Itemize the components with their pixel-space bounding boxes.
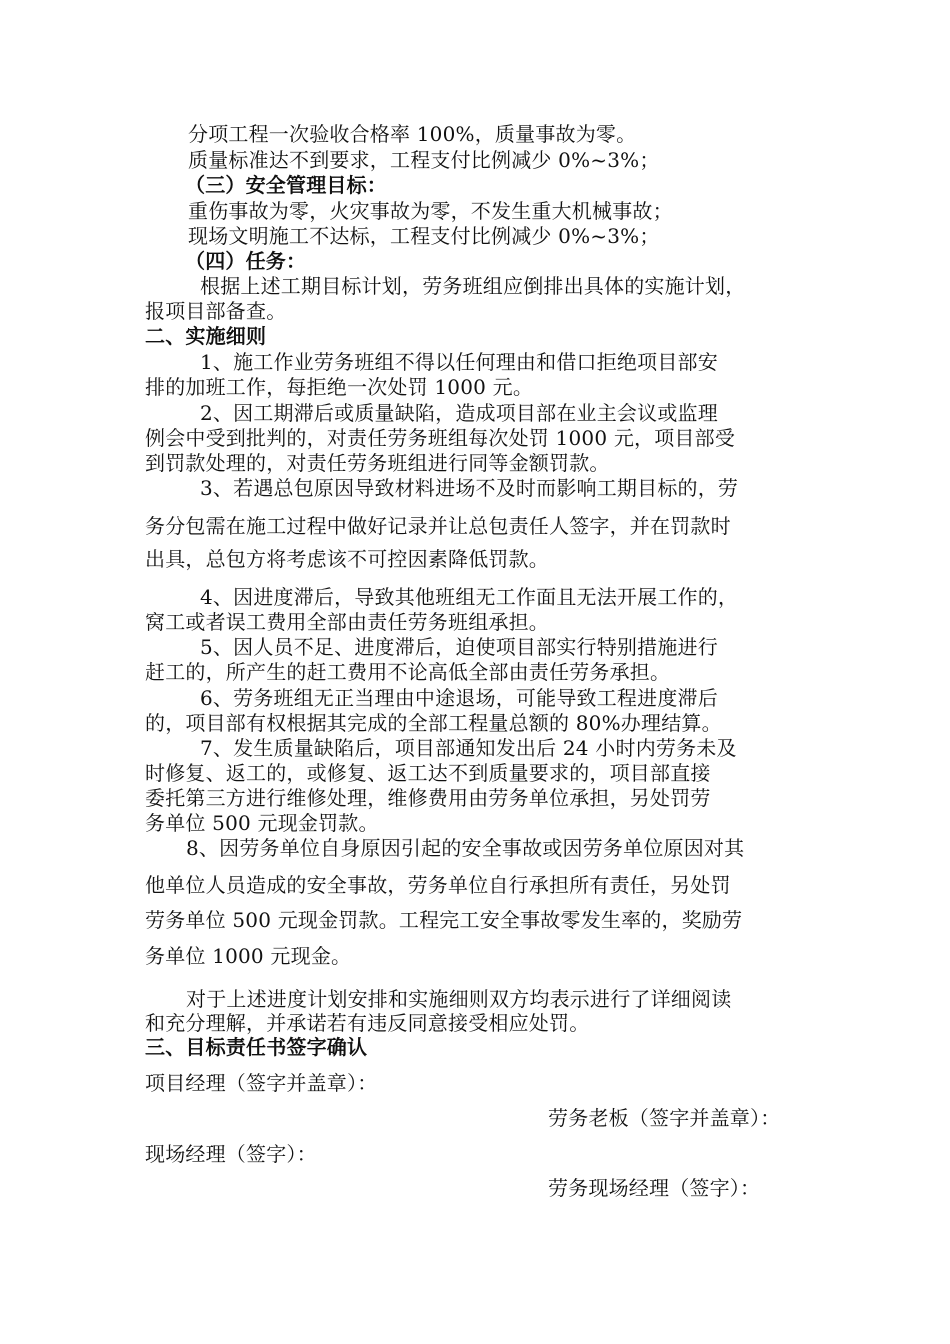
task-line-2: 报项目部备查。 [145,299,287,323]
item-2-line-3: 到罚款处理的，对责任劳务班组进行同等金额罚款。 [145,451,610,475]
item-6-line-2: 的，项目部有权根据其完成的全部工程量总额的 80%办理结算。 [145,711,722,735]
item-1-line-2: 排的加班工作，每拒绝一次处罚 1000 元。 [145,375,534,399]
item-7-line-2: 时修复、返工的，或修复、返工达不到质量要求的，项目部直接 [145,761,711,785]
labor-site-manager-signature-label: 劳务现场经理（签字）： [548,1176,761,1200]
section-2-heading: 二、实施细则 [145,324,267,348]
safety-line-1: 重伤事故为零，火灾事故为零，不发生重大机械事故； [188,199,673,223]
closing-line-2: 和充分理解，并承诺若有违反同意接受相应处罚。 [145,1011,590,1035]
item-8-line-2: 他单位人员造成的安全事故，劳务单位自行承担所有责任，另处罚 [145,873,731,897]
quality-line-1: 分项工程一次验收合格率 100%，质量事故为零。 [188,122,637,146]
item-1-line-1: 1、施工作业劳务班组不得以任何理由和借口拒绝项目部安 [200,350,718,374]
item-4-line-2: 窝工或者误工费用全部由责任劳务班组承担。 [145,610,549,634]
item-7-line-3: 委托第三方进行维修处理，维修费用由劳务单位承担，另处罚劳 [145,786,711,810]
section-3-heading: 三、目标责任书签字确认 [145,1035,368,1059]
item-8-line-1: 8、因劳务单位自身原因引起的安全事故或因劳务单位原因对其 [186,836,745,860]
safety-heading: （三）安全管理目标： [185,173,387,197]
project-manager-signature-label: 项目经理（签字并盖章）： [145,1071,378,1095]
item-2-line-1: 2、因工期滞后或质量缺陷，造成项目部在业主会议或监理 [200,401,718,425]
item-8-line-3: 劳务单位 500 元现金罚款。工程完工安全事故零发生率的，奖励劳 [145,908,743,932]
item-5-line-1: 5、因人员不足、进度滞后，迫使项目部实行特别措施进行 [200,635,718,659]
item-7-line-4: 务单位 500 元现金罚款。 [145,811,379,835]
item-3-line-2: 务分包需在施工过程中做好记录并让总包责任人签字，并在罚款时 [145,514,731,538]
item-8-line-4: 务单位 1000 元现金。 [145,944,352,968]
item-5-line-2: 赶工的，所产生的赶工费用不论高低全部由责任劳务承担。 [145,660,671,684]
site-manager-signature-label: 现场经理（签字）： [145,1142,317,1166]
task-line-1: 根据上述工期目标计划，劳务班组应倒排出具体的实施计划， [200,274,746,298]
item-3-line-1: 3、若遇总包原因导致材料进场不及时而影响工期目标的，劳 [200,476,739,500]
labor-boss-signature-label: 劳务老板（签字并盖章）： [548,1106,781,1130]
task-heading: （四）任务： [185,249,307,273]
closing-line-1: 对于上述进度计划安排和实施细则双方均表示进行了详细阅读 [186,987,732,1011]
quality-line-2: 质量标准达不到要求，工程支付比例减少 0%~3%； [188,148,660,172]
item-6-line-1: 6、劳务班组无正当理由中途退场，可能导致工程进度滞后 [200,686,718,710]
item-7-line-1: 7、发生质量缺陷后，项目部通知发出后 24 小时内劳务未及 [200,736,737,760]
item-3-line-3: 出具，总包方将考虑该不可控因素降低罚款。 [145,547,549,571]
item-2-line-2: 例会中受到批判的，对责任劳务班组每次处罚 1000 元，项目部受 [145,426,736,450]
safety-line-2: 现场文明施工不达标，工程支付比例减少 0%~3%； [188,224,660,248]
item-4-line-1: 4、因进度滞后，导致其他班组无工作面且无法开展工作的， [200,585,739,609]
